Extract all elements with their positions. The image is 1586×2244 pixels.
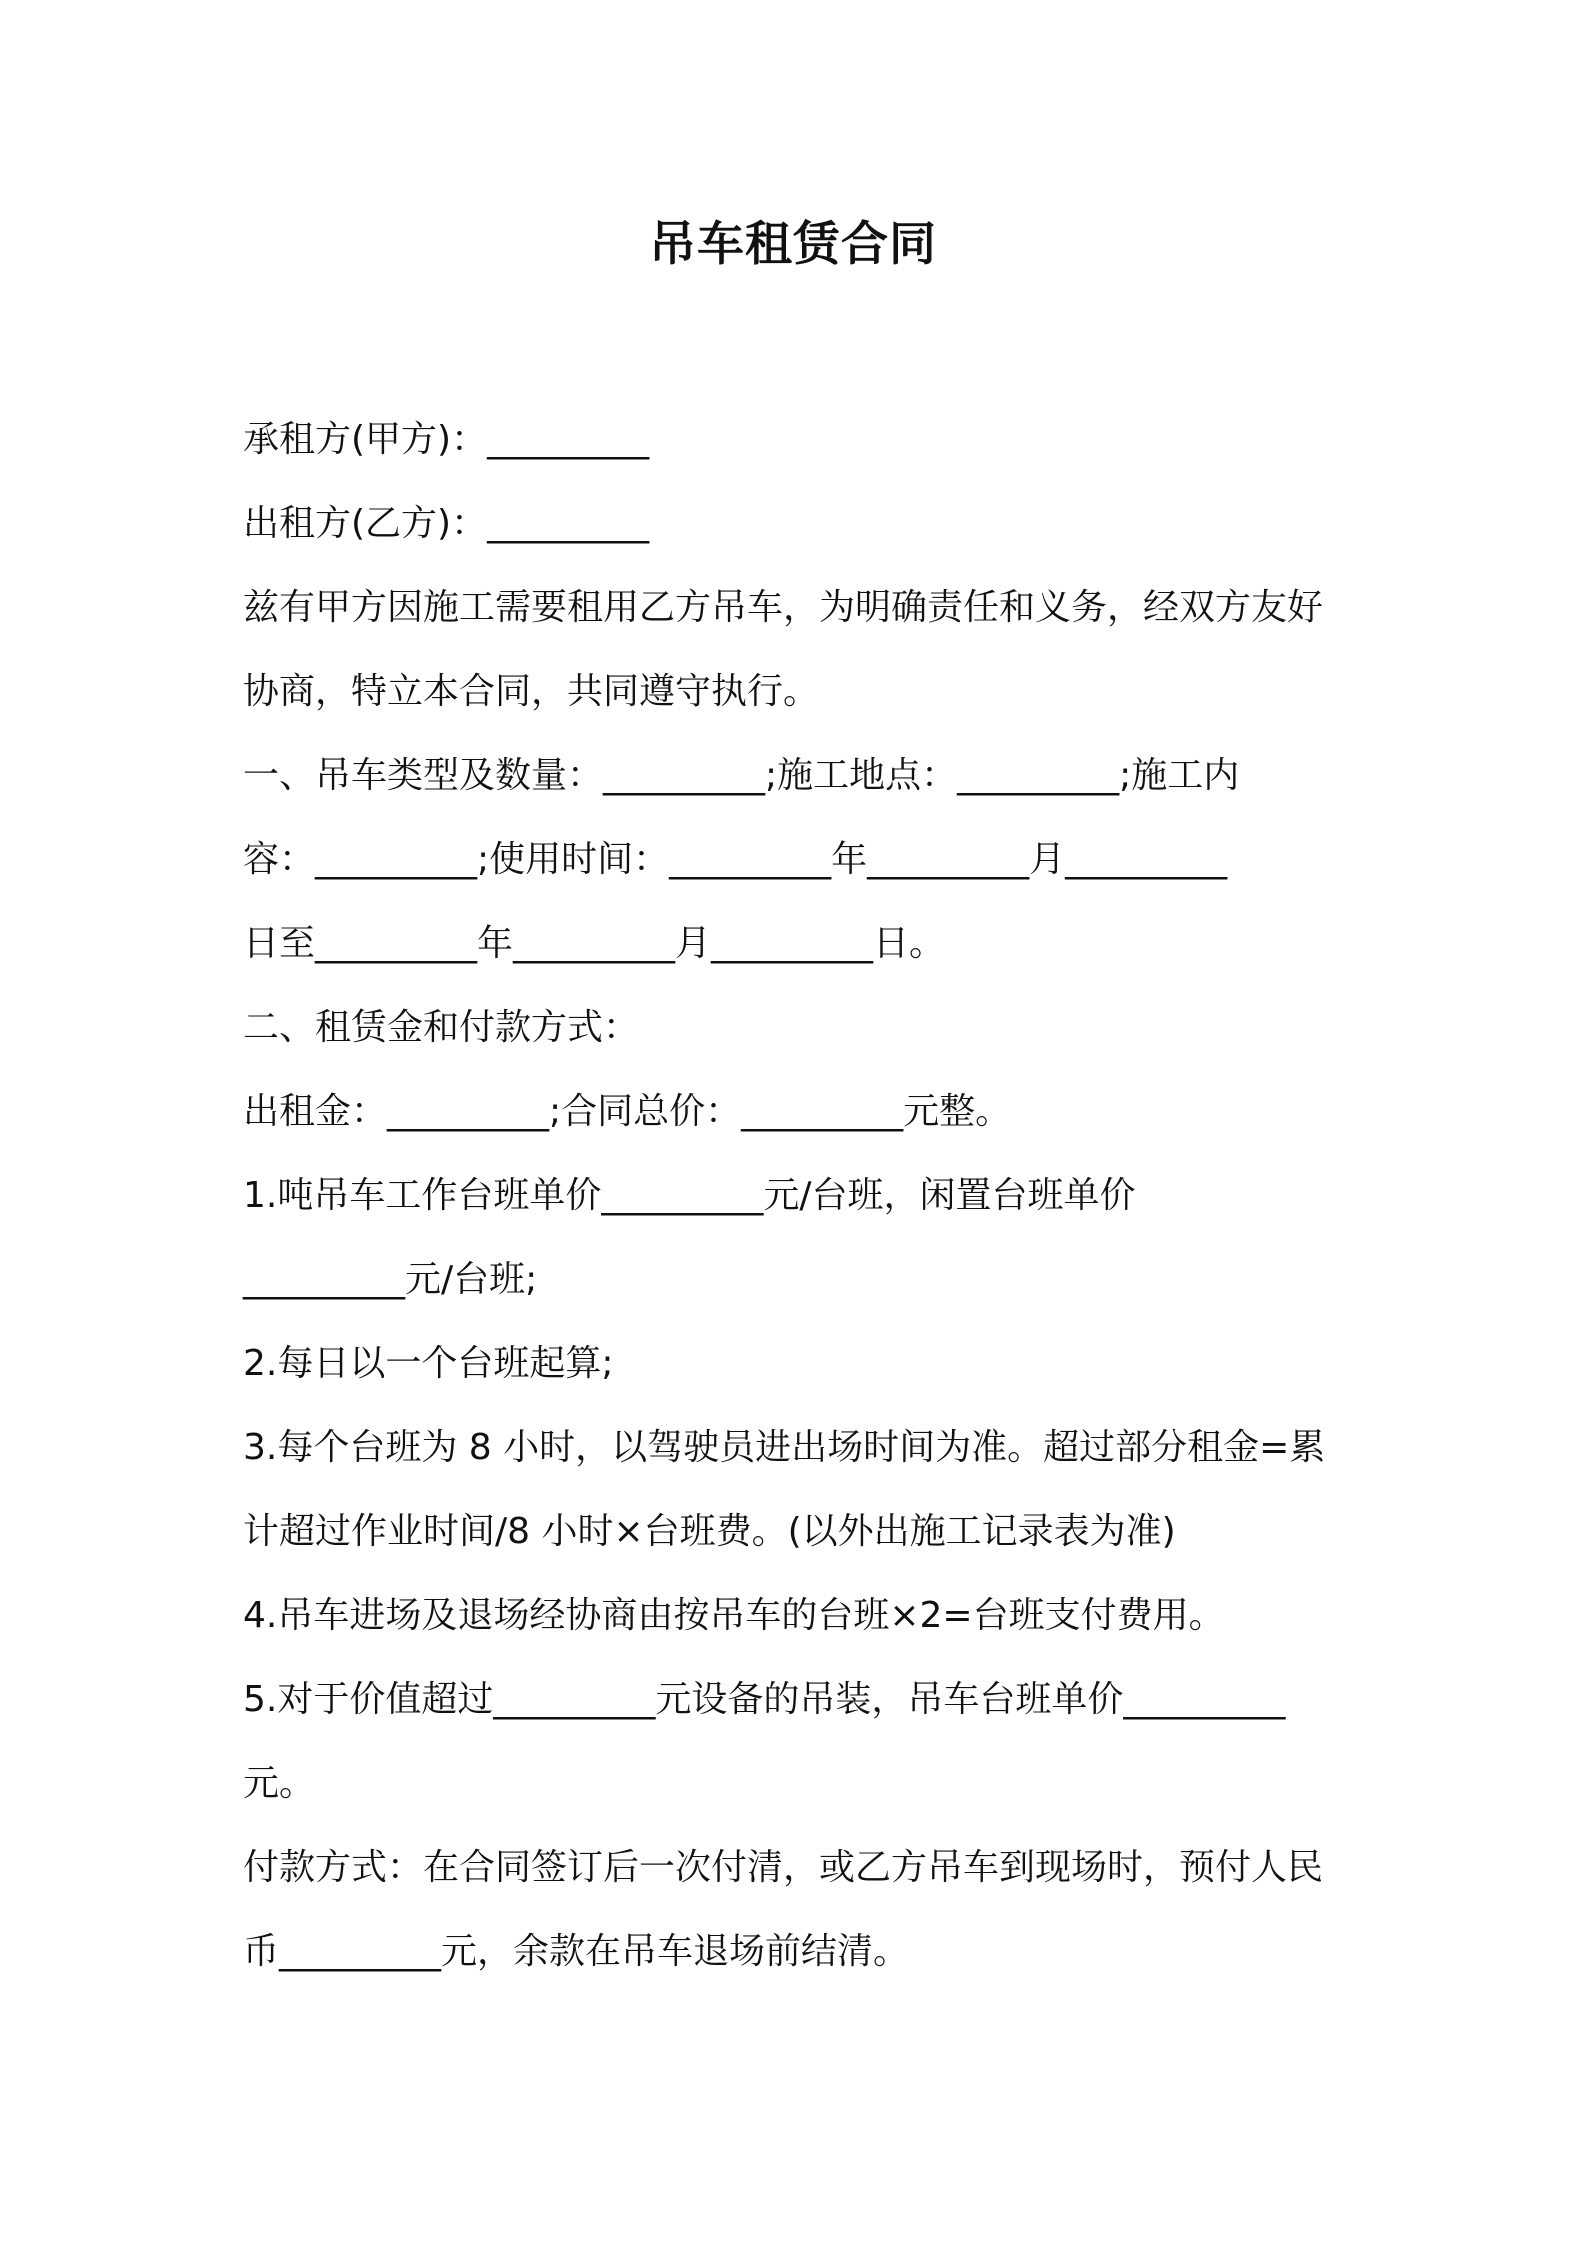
- lessor-line: 出租方(乙方)：_________: [243, 503, 650, 544]
- lessee-line: 承租方(甲方)：_________: [243, 419, 650, 460]
- document-body: [243, 398, 1363, 1994]
- document-title: 吊车租赁合同: [649, 217, 937, 272]
- payment-line-2: 币_________元，余款在吊车退场前结清。: [243, 1931, 910, 1972]
- section-1-line-3: 日至_________年_________月_________日。: [243, 923, 945, 964]
- section-1-line-1: 一、吊车类型及数量：_________;施工地点：_________;施工内: [243, 755, 1240, 796]
- section-2-heading: 二、租赁金和付款方式：: [243, 1007, 640, 1048]
- clause-4-line: 4.吊车进场及退场经协商由按吊车的台班×2=台班支付费用。: [243, 1595, 1225, 1636]
- preamble-line-1: 兹有甲方因施工需要租用乙方吊车，为明确责任和义务，经双方友好: [243, 587, 1324, 628]
- rent-total-line: 出租金：_________;合同总价：_________元整。: [243, 1091, 1012, 1132]
- section-1-line-2: 容：_________;使用时间：_________年_________月_________: [243, 839, 1228, 880]
- clause-1-line-2: _________元/台班;: [243, 1259, 538, 1300]
- clause-5-line-1: 5.对于价值超过_________元设备的吊装，吊车台班单价_________: [243, 1679, 1286, 1720]
- clause-3-line-2: 计超过作业时间/8 小时×台班费。(以外出施工记录表为准): [243, 1511, 1176, 1552]
- clause-2-line: 2.每日以一个台班起算;: [243, 1343, 614, 1384]
- clause-3-line-1: 3.每个台班为 8 小时，以驾驶员进出场时间为准。超过部分租金=累: [243, 1427, 1326, 1468]
- clause-5-line-2: 元。: [243, 1763, 316, 1804]
- preamble-line-2: 协商，特立本合同，共同遵守执行。: [243, 671, 820, 712]
- clause-1-line-1: 1.吨吊车工作台班单价_________元/台班，闲置台班单价: [243, 1175, 1136, 1216]
- payment-line-1: 付款方式：在合同签订后一次付清，或乙方吊车到现场时，预付人民: [243, 1847, 1324, 1888]
